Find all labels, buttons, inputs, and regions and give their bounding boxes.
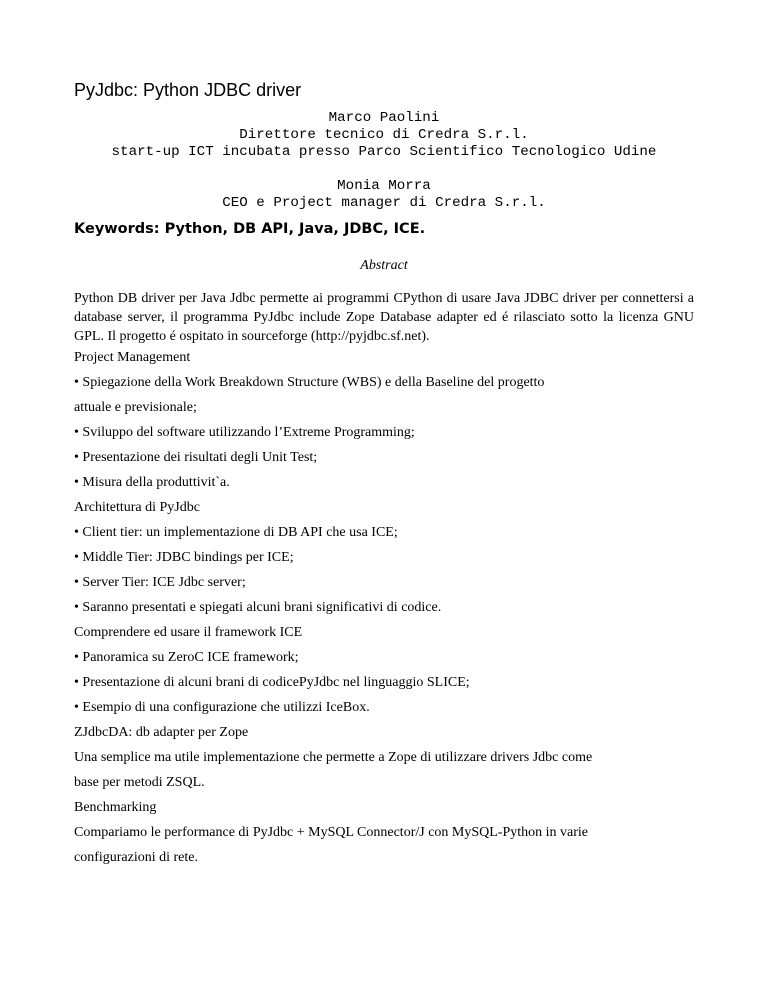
- section-heading: Benchmarking: [74, 800, 157, 815]
- section-heading: ZJdbcDA: db adapter per Zope: [74, 725, 249, 740]
- abstract-heading: Abstract: [360, 258, 408, 273]
- list-item: • Server Tier: ICE Jdbc server;: [74, 575, 246, 590]
- list-item: • Client tier: un implementazione di DB API che usa ICE;: [74, 525, 398, 540]
- list-item: • Spiegazione della Work Breakdown Structure (WBS) e della Baseline del progetto: [74, 375, 545, 390]
- paragraph-line: base per metodi ZSQL.: [74, 775, 205, 790]
- author-role: Direttore tecnico di Credra S.r.l.: [239, 127, 529, 143]
- list-item: • Saranno presentati e spiegati alcuni brani significativi di codice.: [74, 600, 442, 615]
- paragraph-line: configurazioni di rete.: [74, 850, 199, 865]
- document-title: PyJdbc: Python JDBC driver: [74, 80, 302, 100]
- abstract-text: Python DB driver per Java Jdbc permette ai programmi CPython di usare Java JDBC driver per connettersi a database server, il programma PyJdbc include Zope Database adapter ed é rilasciato sotto la licenza GNU GPL. Il progetto é ospitato in sourceforge (http://pyjdbc.sf.net).: [74, 291, 694, 344]
- author-spacer: [0, 161, 768, 178]
- keywords: Keywords: Python, DB API, Java, JDBC, ICE.: [74, 221, 426, 237]
- list-item: • Presentazione dei risultati degli Unit Test;: [74, 450, 318, 465]
- author-affiliation: start-up ICT incubata presso Parco Scientifico Tecnologico Udine: [111, 144, 657, 160]
- section-heading: Comprendere ed usare il framework ICE: [74, 625, 303, 640]
- list-item: • Panoramica su ZeroC ICE framework;: [74, 650, 299, 665]
- list-item: • Esempio di una configurazione che utilizzi IceBox.: [74, 700, 370, 715]
- list-item: • Presentazione di alcuni brani di codicePyJdbc nel linguaggio SLICE;: [74, 675, 470, 690]
- list-item: • Middle Tier: JDBC bindings per ICE;: [74, 550, 294, 565]
- list-item: • Sviluppo del software utilizzando l’Extreme Programming;: [74, 425, 415, 440]
- author-name: Monia Morra: [337, 178, 431, 194]
- author-role: CEO e Project manager di Credra S.r.l.: [222, 195, 546, 211]
- section-heading: Architettura di PyJdbc: [74, 500, 200, 515]
- paragraph-line: Una semplice ma utile implementazione che permette a Zope di utilizzare drivers Jdbc come: [74, 750, 593, 765]
- list-item-continuation: attuale e previsionale;: [74, 400, 197, 415]
- list-item: • Misura della produttivit`a.: [74, 475, 230, 490]
- section-heading: Project Management: [74, 350, 191, 365]
- body-content: [74, 345, 694, 870]
- authors-block: [0, 110, 768, 212]
- paragraph-line: Compariamo le performance di PyJdbc + MySQL Connector/J con MySQL-Python in varie: [74, 825, 589, 840]
- author-name: Marco Paolini: [328, 110, 440, 126]
